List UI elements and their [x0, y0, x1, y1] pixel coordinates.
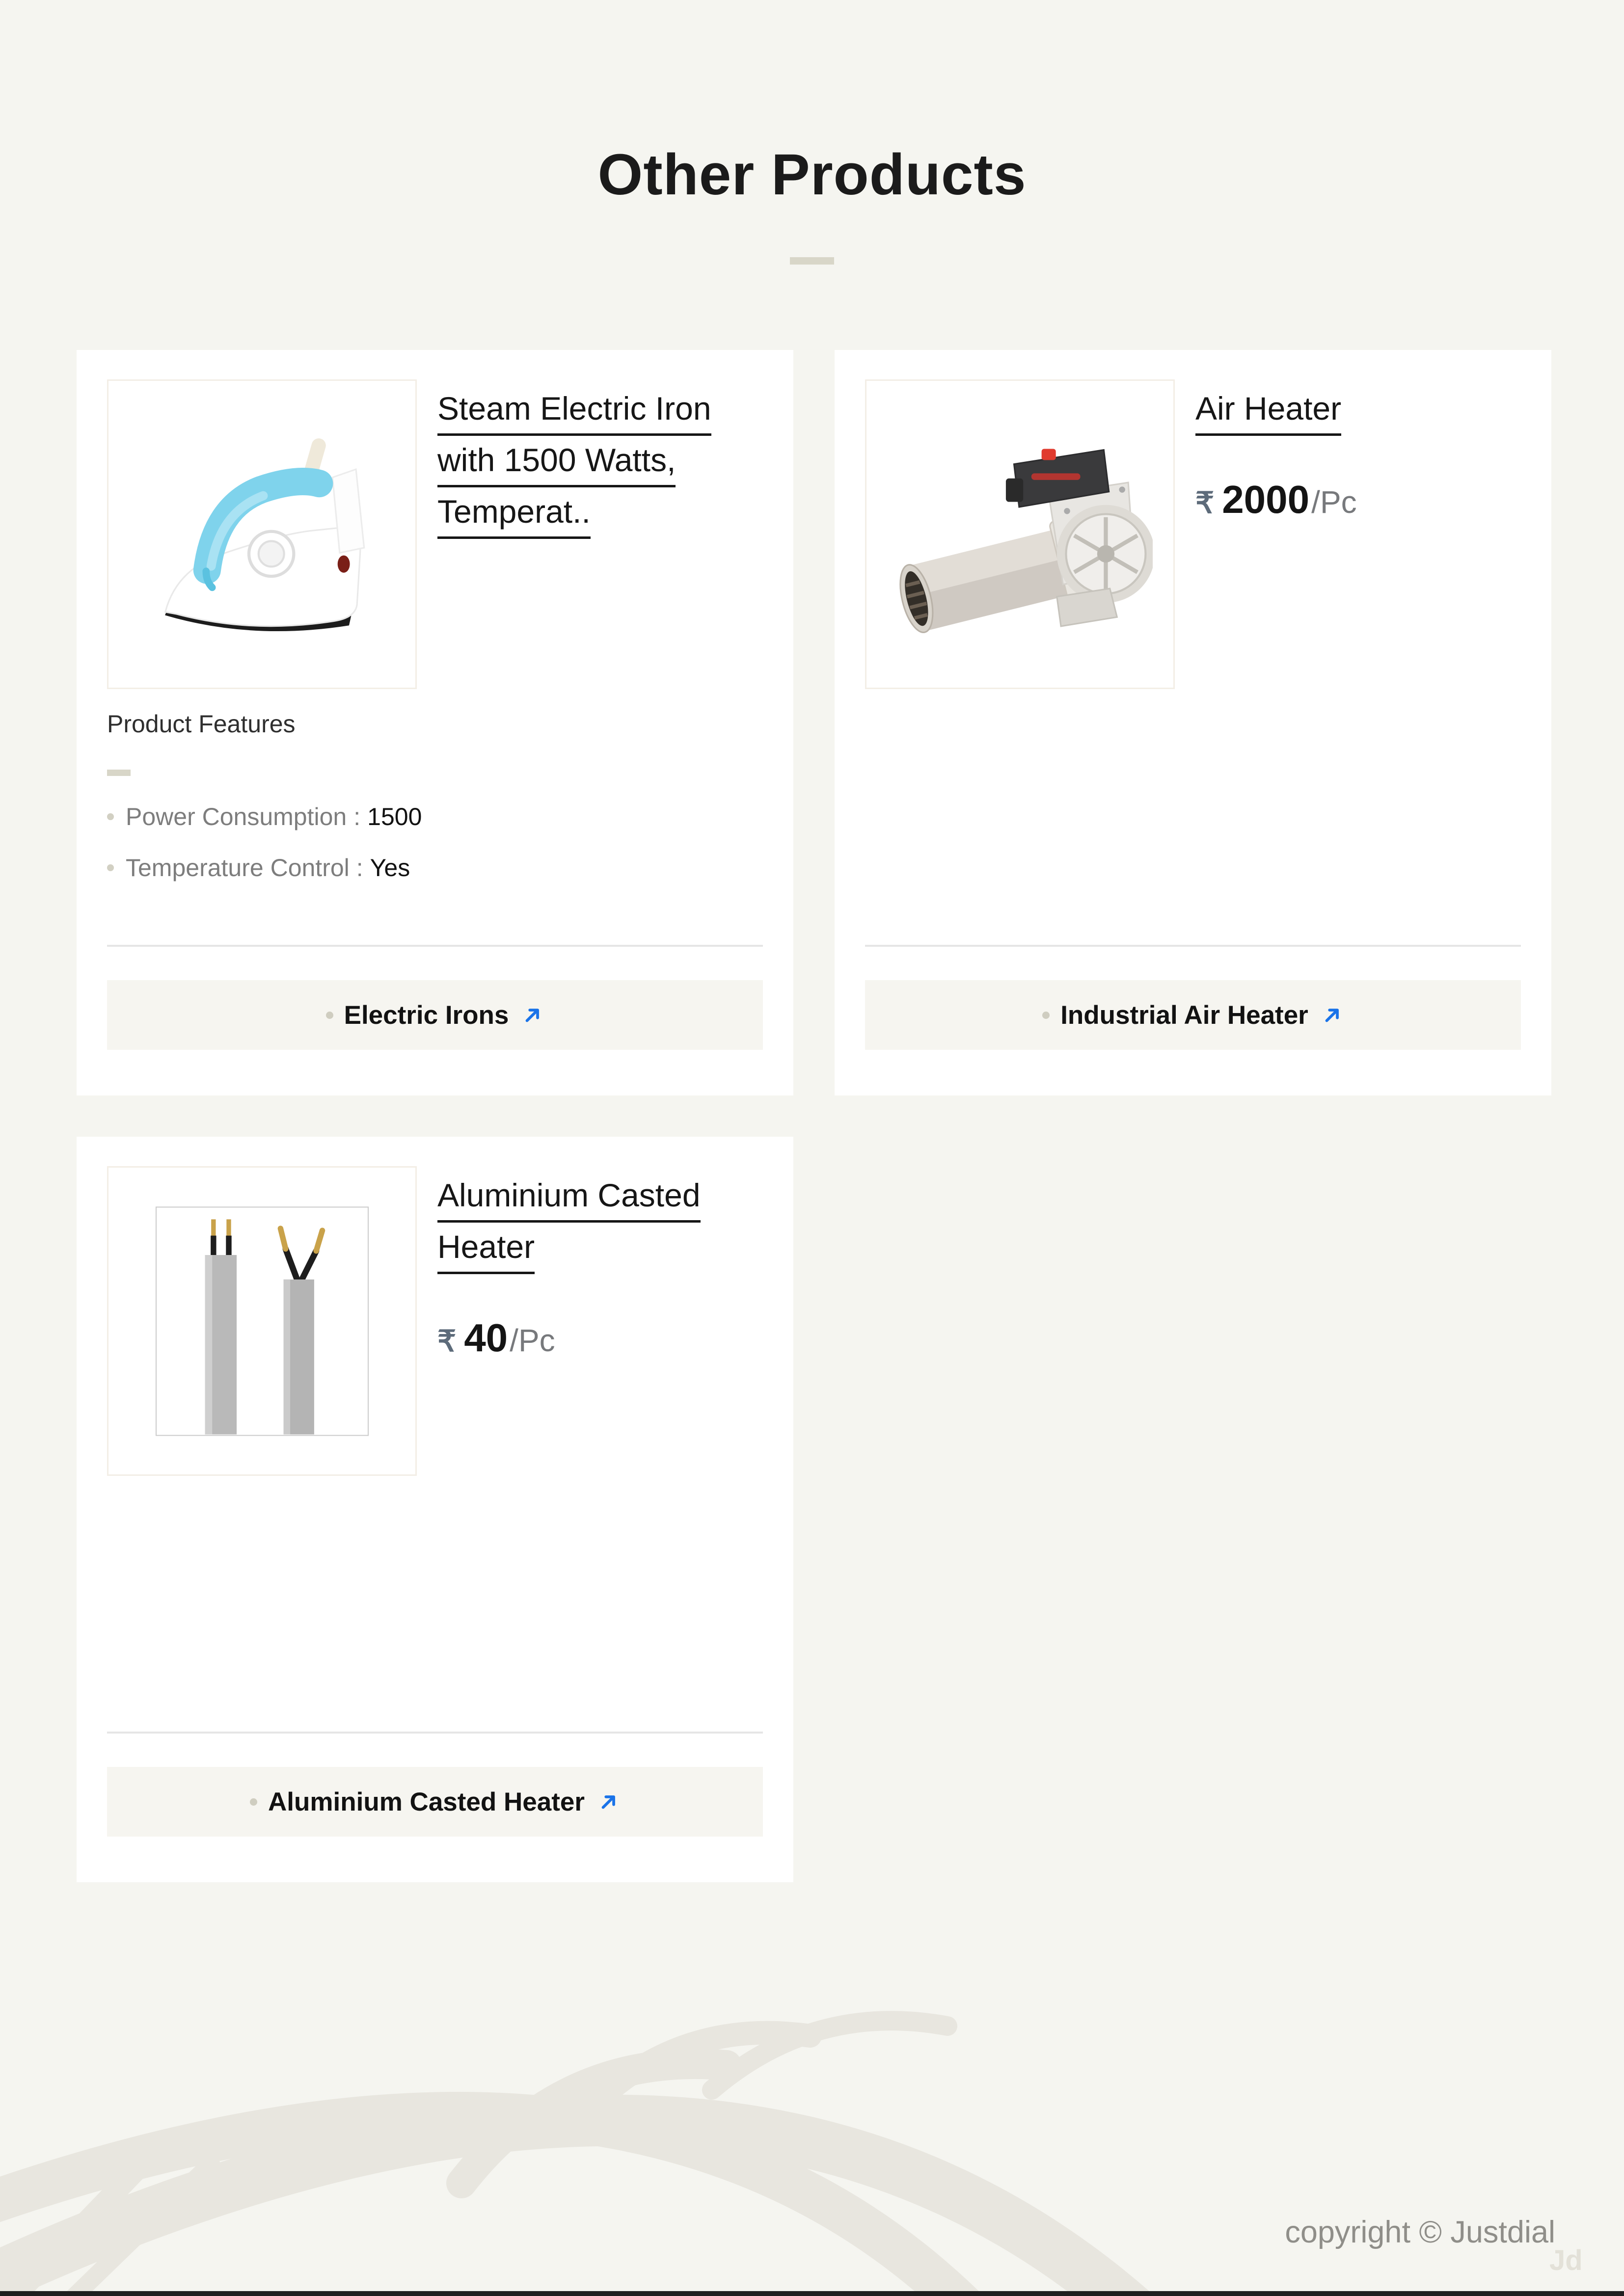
product-title-link[interactable]: Temperat..: [437, 492, 591, 539]
bullet-dot-icon: [326, 1012, 333, 1019]
arrow-up-right-icon: [1321, 1004, 1344, 1026]
copyright-text: copyright © Justdial: [1285, 2215, 1555, 2249]
feature-item: [107, 802, 763, 831]
price-unit: /Pc: [510, 1323, 555, 1358]
product-title-block: [1195, 379, 1357, 522]
product-card-steam-iron: [77, 350, 793, 1095]
jd-watermark: Jd: [1549, 2244, 1583, 2276]
product-title-line: [437, 492, 711, 539]
feature-separator: :: [356, 854, 363, 881]
card-divider: [107, 1732, 763, 1734]
feature-item: [107, 854, 763, 882]
bottom-black-bar: [0, 2291, 1624, 2296]
price-unit: /Pc: [1311, 484, 1357, 520]
page-title: Other Products: [597, 142, 1027, 207]
product-title-line: [437, 441, 711, 487]
card-divider: [865, 945, 1521, 947]
bullet-dot-icon: [250, 1798, 257, 1806]
product-title-block: [437, 1166, 701, 1361]
product-title-line: [437, 1176, 701, 1223]
product-title-link[interactable]: with 1500 Watts,: [437, 441, 676, 487]
product-features-heading: Product Features: [107, 710, 296, 738]
product-title-link[interactable]: Heater: [437, 1228, 535, 1274]
category-button-label: Electric Irons: [344, 1000, 509, 1030]
bullet-dot-icon: [107, 813, 114, 820]
product-title-block: [437, 379, 711, 544]
category-button-label: Aluminium Casted Heater: [268, 1787, 585, 1816]
bullet-dot-icon: [1042, 1012, 1050, 1019]
product-title-line: [437, 1228, 701, 1274]
rupee-icon: ₹: [437, 1325, 457, 1358]
category-button-label: Industrial Air Heater: [1060, 1000, 1308, 1030]
product-title-line: [437, 389, 711, 436]
product-card-air-heater: [835, 350, 1551, 1095]
product-image-air-heater[interactable]: [865, 379, 1175, 689]
product-card-aluminium-casted-heater: [77, 1137, 793, 1882]
card-top: [107, 379, 763, 689]
price-amount: 2000: [1222, 478, 1310, 521]
product-price: [1195, 477, 1357, 522]
feature-label: Power Consumption: [126, 803, 347, 830]
aluminium-casted-heater-image: [130, 1189, 395, 1454]
product-title-link[interactable]: Air Heater: [1195, 389, 1341, 436]
bullet-dot-icon: [107, 864, 114, 871]
steam-iron-image: [130, 402, 395, 667]
card-divider: [107, 945, 763, 947]
card-top: [107, 1166, 763, 1476]
products-grid: [77, 350, 1551, 1882]
feature-value: 1500: [367, 803, 422, 830]
category-button-aluminium-casted-heater[interactable]: [107, 1767, 763, 1837]
product-title-line: [1195, 389, 1357, 436]
product-image-steam-iron[interactable]: [107, 379, 417, 689]
rupee-icon: ₹: [1195, 486, 1215, 519]
product-price: [437, 1315, 701, 1361]
feature-value: Yes: [370, 854, 410, 881]
price-amount: 40: [464, 1316, 508, 1360]
arrow-up-right-icon: [521, 1004, 544, 1026]
features-list: [107, 802, 763, 905]
features-dash-divider: [107, 770, 131, 776]
title-dash-divider: [790, 257, 834, 265]
product-title-link[interactable]: Aluminium Casted: [437, 1176, 701, 1223]
card-top: [865, 379, 1521, 689]
feature-separator: :: [353, 803, 361, 830]
feature-label: Temperature Control: [126, 854, 350, 881]
product-title-link[interactable]: Steam Electric Iron: [437, 389, 711, 436]
air-heater-image: [888, 402, 1153, 667]
category-button-electric-irons[interactable]: [107, 980, 763, 1050]
product-image-aluminium-casted-heater[interactable]: [107, 1166, 417, 1476]
category-button-industrial-air-heater[interactable]: [865, 980, 1521, 1050]
arrow-up-right-icon: [597, 1790, 620, 1813]
